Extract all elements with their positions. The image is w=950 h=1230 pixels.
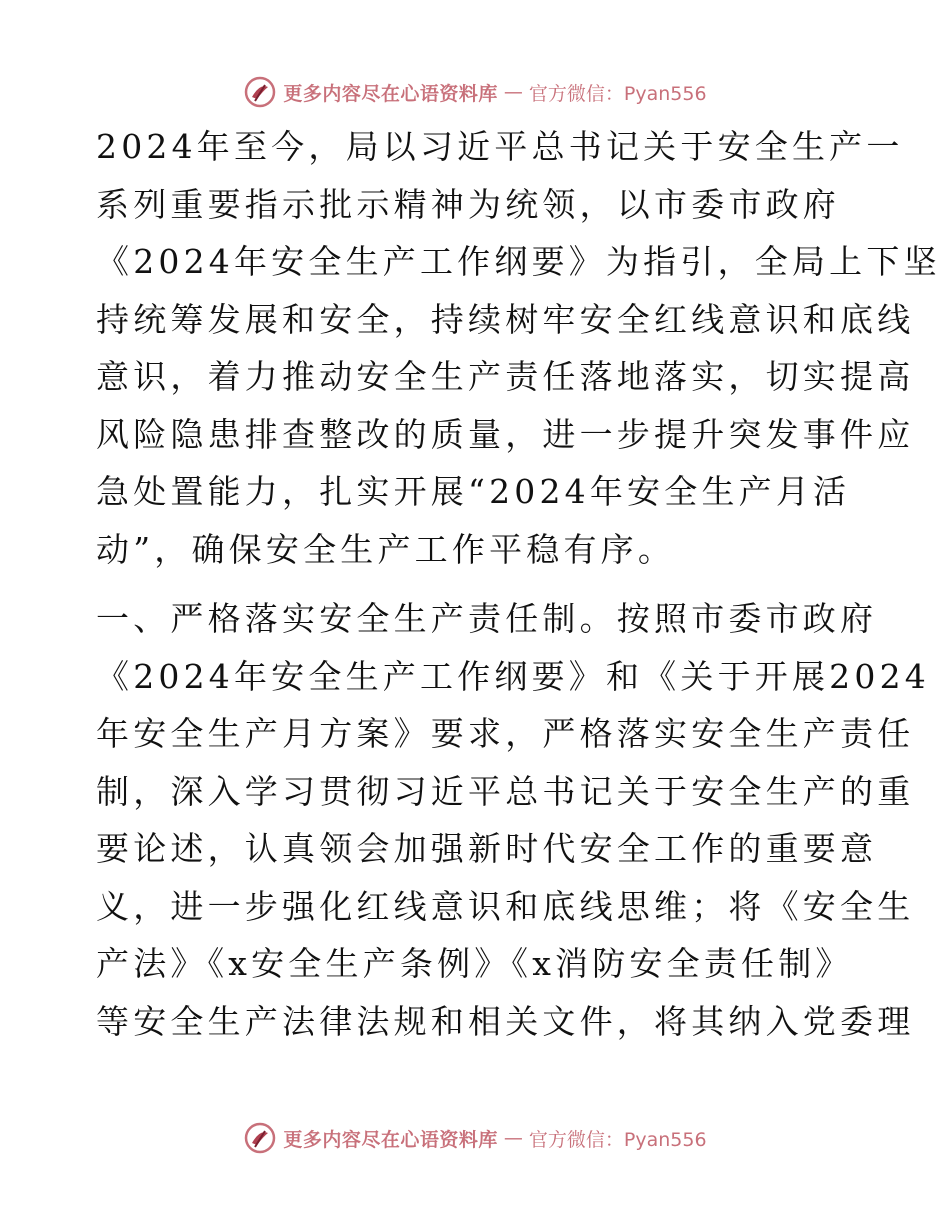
paragraph-spacer	[96, 578, 856, 590]
text-line: 《2024年安全生产工作纲要》为指引，全局上下坚	[96, 242, 941, 281]
watermark-brand-text: 更多内容尽在心语资料库	[283, 1128, 498, 1151]
watermark-separator: —	[503, 1127, 523, 1149]
header-watermark	[0, 72, 950, 112]
text-line: 2024年至今，局以习近平总书记关于安全生产一	[96, 127, 904, 166]
text-line: 等安全生产法律法规和相关文件，将其纳入党委理	[96, 1001, 915, 1041]
watermark-wechat-text: 官方微信：Pyan556	[528, 1128, 707, 1151]
brand-logo-icon	[243, 1121, 277, 1155]
paragraph-section-one	[96, 590, 930, 1050]
text-line: 急处置能力，扎实开展“2024年安全生产月活	[96, 472, 851, 511]
text-line: 要论述，认真领会加强新时代安全工作的重要意	[96, 829, 878, 868]
text-line: 意识，着力推动安全生产责任落地落实，切实提高	[96, 357, 915, 396]
text-line: 系列重要指示批示精神为统领，以市委市政府	[96, 184, 840, 224]
text-line: 《2024年安全生产工作纲要》和《关于开展2024	[96, 656, 930, 696]
text-line: 年安全生产月方案》要求，严格落实安全生产责任	[96, 714, 915, 753]
text-line: 制，深入学习贯彻习近平总书记关于安全生产的重	[96, 771, 915, 811]
watermark-brand-text: 更多内容尽在心语资料库	[283, 82, 498, 105]
brand-logo-icon	[243, 75, 277, 109]
text-line: 风险隐患排查整改的质量，进一步提升突发事件应	[96, 414, 915, 454]
text-line: 产法》《x安全生产条例》《x消防安全责任制》	[96, 944, 853, 983]
paragraph-intro	[96, 118, 941, 578]
document-body	[96, 118, 941, 1050]
text-line: 义，进一步强化红线意识和底线思维；将《安全生	[96, 886, 915, 926]
footer-watermark	[0, 1118, 950, 1158]
text-line: 动”，确保安全生产工作平稳有序。	[96, 529, 676, 569]
watermark-separator: —	[503, 81, 523, 103]
watermark-wechat-text: 官方微信：Pyan556	[528, 82, 707, 105]
text-line: 一、严格落实安全生产责任制。按照市委市政府	[96, 599, 878, 638]
text-line: 持统筹发展和安全，持续树牢安全红线意识和底线	[96, 299, 915, 339]
